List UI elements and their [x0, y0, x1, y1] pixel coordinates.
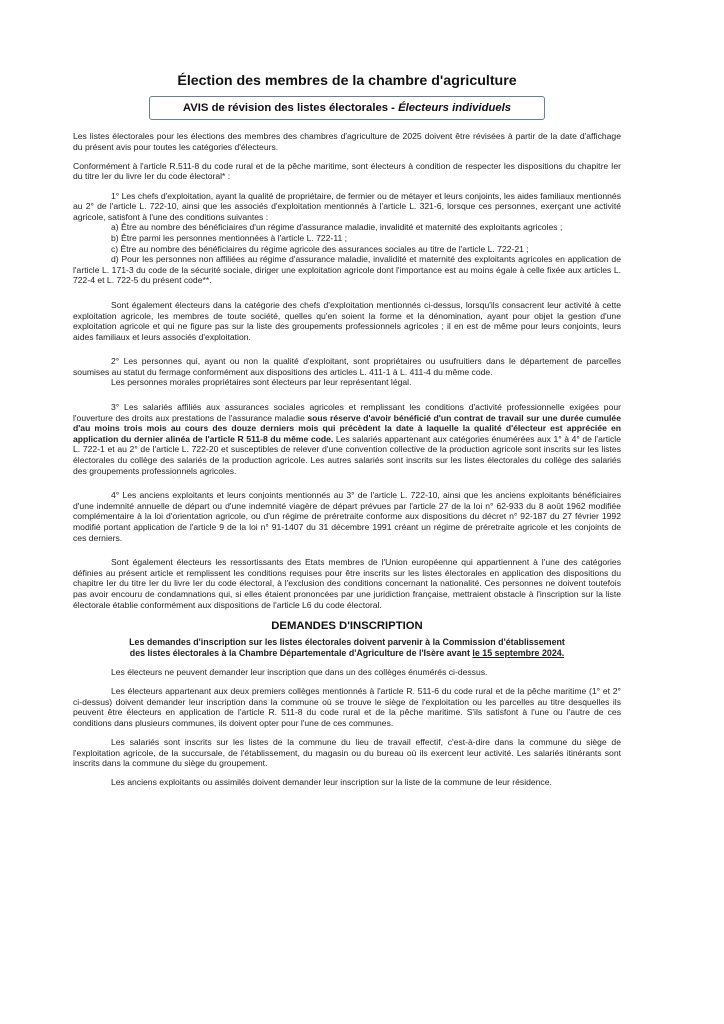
demandes-intro-line-2: [73, 648, 621, 659]
demandes-paragraph: Les anciens exploitants ou assimilés doivent demander leur inscription sur la liste de la commune de leur résidence.: [111, 777, 552, 788]
condition-item-d: d) Pour les personnes non affiliées au régime d'assurance maladie, invalidité et maternité des exploitants agricoles en application de l'article L. 171-3 du code de la sécurité sociale, diriger une exploitation agricole dont l'importance est au moins égale à celle fixée aux articles L. 722-4 et L. 722-5 du présent code**.: [73, 254, 621, 286]
demandes-paragraph: Les électeurs appartenant aux deux premiers collèges mentionnés à l'article R. 511-6 du code rural et de la pêche maritime (1° et 2° ci-dessus) doivent demander leur inscription dans la commune où se trouve le siège de l'exploitation ou les parcelles au titre desquelles ils peuvent être électeurs en application de l'article R. 511-8 du code rural et de la pêche maritime. S'ils satisfont à l'une ou l'autre de ces conditions dans plusieurs communes, ils doivent opter pour l'une de ces communes.: [73, 685, 621, 728]
section-4: 4° Les anciens exploitants et leurs conjoints mentionnés au 3° de l'article L. 722-10, ainsi que les anciens exploitants bénéficiaires d'une indemnité annuelle de départ ou d'une indemnité viagère de départ prévues par l'article 27 de la loi n° 62-933 du 8 août 1962 modifiée complémentaire à la loi d'orientation agricole, ou d'un régime de préretraite conforme aux dispositions du décret n° 92-187 du 27 février 1992 modifié portant application de l'article 9 de la loi n° 91-1407 du 31 décembre 1991 créant un régime de préretraite agricole et les conjoints de ces derniers.: [73, 490, 621, 543]
section-3-part1: 3° Les salariés affiliés aux assurances sociales agricoles et remplissant les conditions d'activité professionnelle exigées pour l'ouverture des droits aux prestations de l'assurance maladie: [73, 402, 621, 423]
document-body: [73, 131, 621, 796]
section-3-condition: sous réserve d'avoir bénéficié d'un contrat de travail sur une durée cumulée d'au moins trois mois au cours des douze derniers mois qui précèdent la date à laquelle la qualité d'électeur est appréciée en application du dernier alinéa de l'article R 511-8 du même code.: [73, 412, 621, 444]
sont-egalement-paragraph-1: Sont également électeurs dans la catégorie des chefs d'exploitation mentionnés ci-dessus, lorsqu'ils consacrent leur activité à cette exploitation agricole, les membres de toute société, quelles qu'en soient la forme et la dénomination, ayant pour objet la gestion d'une exploitation agricole et qui ne figure pas sur la liste des groupements professionnels agricoles ; il en est de même pour leurs conjoints, leurs aides familiaux et leurs associés d'exploitation.: [73, 299, 621, 342]
section-3: [73, 402, 621, 476]
condition-item: a) Être au nombre des bénéficiaires d'un régime d'assurance maladie, invalidité et maternité des exploitants agricoles ;: [111, 222, 563, 233]
section-2-text: 2° Les personnes qui, ayant ou non la qualité d'exploitant, sont propriétaires ou usufruitiers dans le département de parcelles soumises au statut du fermage conformément aux dispositions des articles L. 411-1 à L. 411-4 du même code.: [73, 356, 621, 377]
demandes-intro-line-1: Les demandes d'inscription sur les listes électorales doivent parvenir à la Commission d'établissement: [129, 636, 565, 647]
section-1-conditions: [73, 222, 621, 254]
demandes-heading: DEMANDES D'INSCRIPTION: [271, 619, 423, 632]
intro-paragraph: Les listes électorales pour les élections des membres des chambres d'agriculture de 2025 doivent être révisées à partir de la date d'affichage du présent avis pour toutes les catégories d'électeurs.: [73, 131, 621, 152]
demandes-paragraph: Les électeurs ne peuvent demander leur inscription que dans un des collèges énumérés ci-dessus.: [111, 666, 488, 677]
condition-item: c) Être au nombre des bénéficiaires du régime agricole des assurances sociales au titre de l'article L. 722-21 ;: [111, 243, 529, 254]
deadline-date: le 15 septembre 2024.: [472, 647, 565, 658]
demandes-paragraph: Les salariés sont inscrits sur les listes de la commune du lieu de travail effectif, c'est-à-dire dans la commune du siège de l'exploitation agricole, de la succursale, de l'établissement, du magasin ou du bureau où ils exercent leur activité. Les salariés itinérants sont inscrits dans la commune du siège du groupement.: [73, 736, 621, 769]
notice-subtitle: [149, 96, 545, 120]
subtitle-prefix: AVIS de révision des listes électorales -: [182, 102, 399, 114]
section-3-part2: Les salariés appartenant aux catégories énumérées aux 1° à 4° de l'article L. 722-1 et au 2° de l'article L. 722-20 et susceptibles de relever d'une convention collective de la production agricole sont inscrits sur les listes électorales du collège des salariés de la production agricole. Les autres salariés sont inscrits sur les listes électorales du collège des salariés des groupements professionnels agricoles.: [73, 433, 621, 476]
section-1-lead: 1° Les chefs d'exploitation, ayant la qualité de propriétaire, de fermier ou de métayer et leurs conjoints, les aides familiaux mentionnés au 2° de l'article L. 722-10, ainsi que les associés d'exploitation mentionnés à l'article L. 321-6, lorsque ces personnes, exerçant une activité agricole, satisfont à l'une des conditions suivantes :: [73, 190, 621, 222]
section-2-morales: Les personnes morales propriétaires sont électeurs par leur représentant légal.: [111, 377, 412, 388]
page-title: Élection des membres de la chambre d'agriculture: [177, 73, 517, 89]
section-1: [73, 191, 621, 286]
demandes-intro-line-2-text: des listes électorales à la Chambre Départementale d'Agriculture de l'Isère avant: [129, 647, 473, 658]
demandes-intro: [73, 637, 621, 659]
sont-egalement-paragraph-2: Sont également électeurs les ressortissants des Etats membres de l'Union européenne qui appartiennent à l'une des catégories définies au présent article et remplissent les conditions requises pour être inscrits sur les listes électorales en application des dispositions du chapitre Ier du titre Ier du livre Ier du code électoral, à l'exclusion des conditions concernant la nationalité. Ces personnes ne doivent toutefois pas avoir encouru de condamnations qui, si elles étaient prononcées par une juridiction française, mettraient obstacle à l'inscription sur la liste électorale établie conformément aux dispositions de l'article L6 du code électoral.: [73, 557, 621, 610]
subtitle-emphasis: Électeurs individuels: [398, 102, 512, 114]
condition-item: b) Être parmi les personnes mentionnées à l'article L. 722-11 ;: [111, 232, 348, 243]
section-2: [73, 356, 621, 388]
conformement-paragraph: Conformément à l'article R.511-8 du code rural et de la pêche maritime, sont électeurs à condition de respecter les dispositions du chapitre Ier du titre Ier du livre Ier du code électoral* :: [73, 160, 621, 182]
